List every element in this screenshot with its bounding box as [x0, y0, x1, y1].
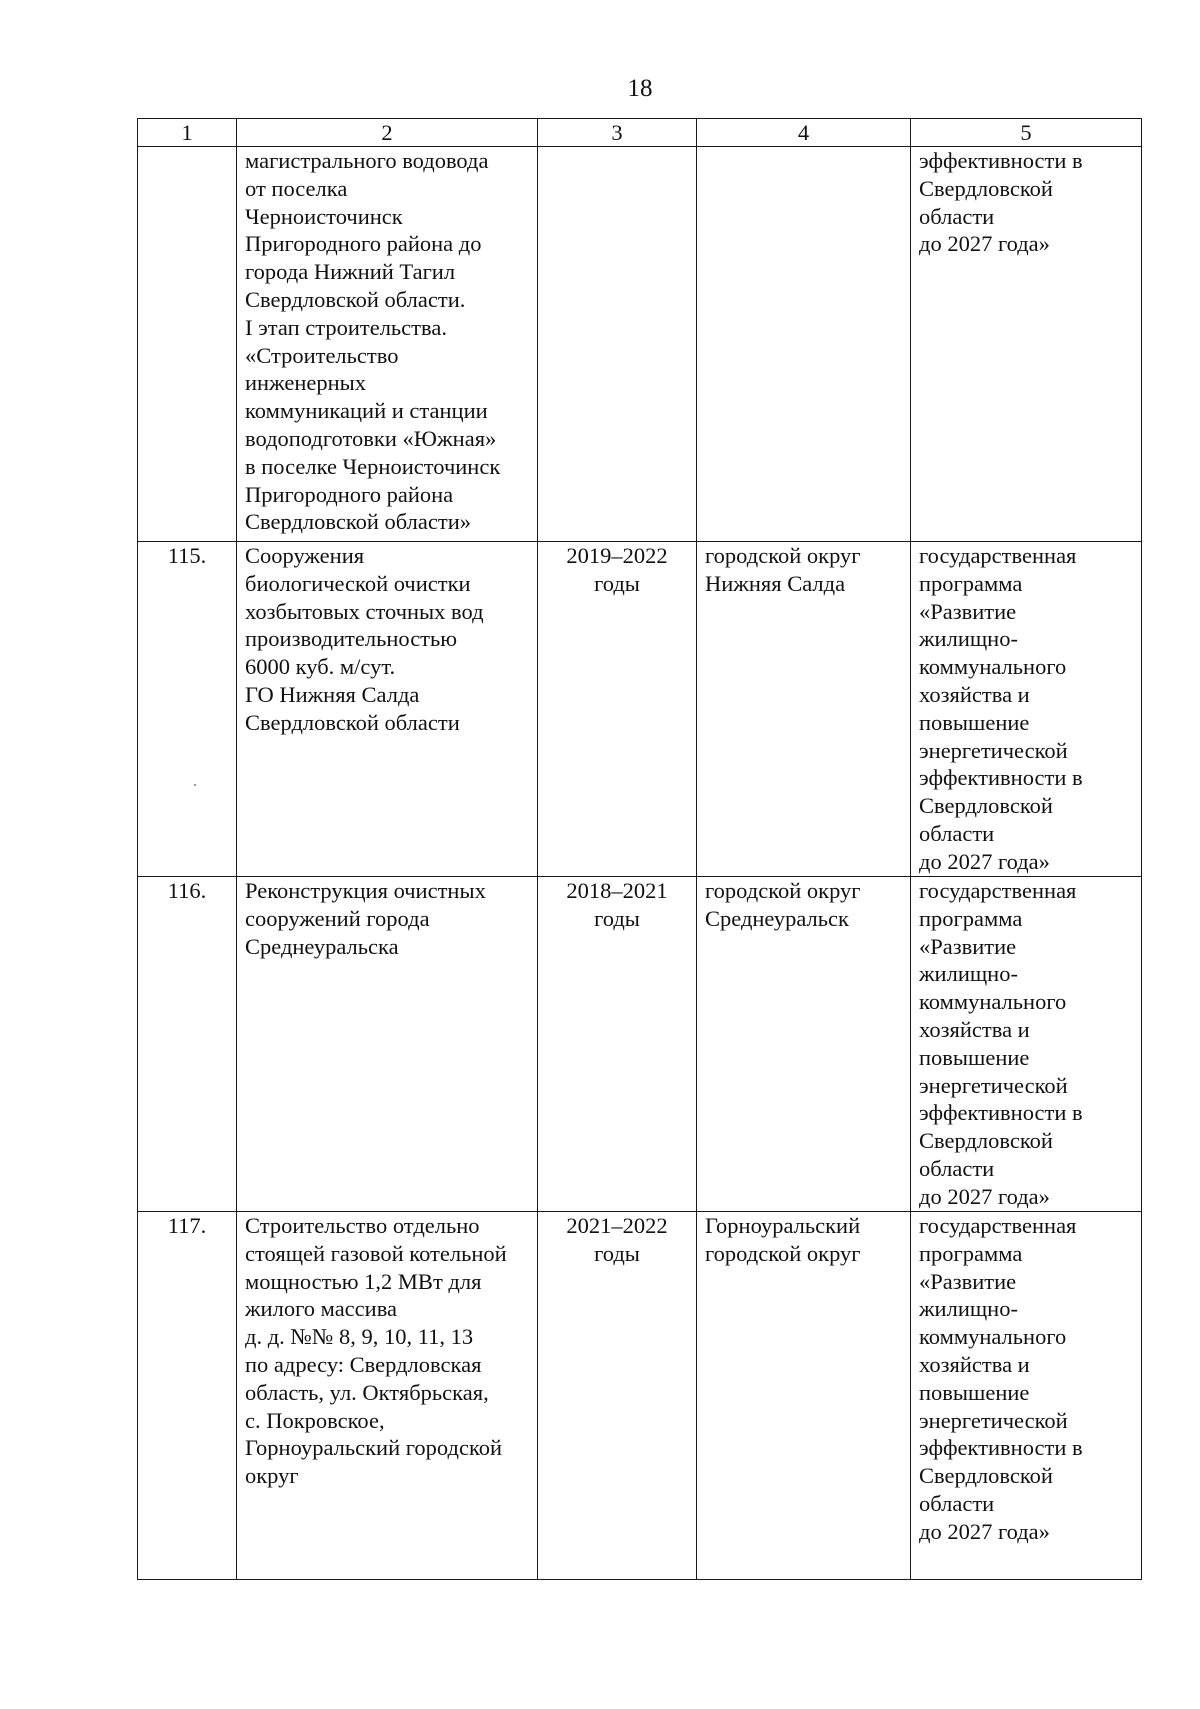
state-program: государственная программа «Развитие жилищно- коммунального хозяйства и повышение энергетической эффективности в Свердловской области до 2027 года»: [911, 1212, 1142, 1580]
table-header-row: [138, 119, 1142, 147]
object-name: Строительство отдельно стоящей газовой котельной мощностью 1,2 МВт для жилого массива д. д. №№ 8, 9, 10, 11, 13 по адресу: Свердловская область, ул. Октябрьская, с. Покровское, Горноуральский городской округ: [237, 1212, 538, 1580]
table-row: [138, 877, 1142, 1212]
construction-years: 2021–2022 годы: [538, 1212, 697, 1580]
row-number: 115.: [138, 542, 237, 877]
table-row: [138, 1212, 1142, 1580]
column-header-1: 1: [138, 119, 237, 147]
state-program: эффективности в Свердловской области до 2027 года»: [911, 147, 1142, 542]
scan-speck: [194, 784, 196, 786]
row-number: 117.: [138, 1212, 237, 1580]
object-name: Сооружения биологической очистки хозбытовых сточных вод производительностью 6000 куб. м/сут. ГО Нижняя Салда Свердловской области: [237, 542, 538, 877]
municipality: городской округ Среднеуральск: [697, 877, 911, 1212]
construction-years: [538, 147, 697, 542]
state-program: государственная программа «Развитие жилищно- коммунального хозяйства и повышение энергетической эффективности в Свердловской области до 2027 года»: [911, 542, 1142, 877]
municipality: [697, 147, 911, 542]
projects-table: [137, 118, 1142, 1580]
municipality: Горноуральский городской округ: [697, 1212, 911, 1580]
state-program: государственная программа «Развитие жилищно- коммунального хозяйства и повышение энергетической эффективности в Свердловской области до 2027 года»: [911, 877, 1142, 1212]
construction-years: 2019–2022 годы: [538, 542, 697, 877]
object-name: Реконструкция очистных сооружений города Среднеуральска: [237, 877, 538, 1212]
column-header-5: 5: [911, 119, 1142, 147]
row-number: [138, 147, 237, 542]
row-number: 116.: [138, 877, 237, 1212]
construction-years: 2018–2021 годы: [538, 877, 697, 1212]
column-header-3: 3: [538, 119, 697, 147]
table-row: [138, 147, 1142, 542]
page-number: 18: [627, 75, 653, 102]
table-row: [138, 542, 1142, 877]
column-header-2: 2: [237, 119, 538, 147]
municipality: городской округ Нижняя Салда: [697, 542, 911, 877]
column-header-4: 4: [697, 119, 911, 147]
object-name: магистрального водовода от поселка Черноисточинск Пригородного района до города Нижний Тагил Свердловской области. I этап строительства. «Строительство инженерных коммуникаций и станции водоподготовки «Южная» в поселке Черноисточинск Пригородного района Свердловской области»: [237, 147, 538, 542]
